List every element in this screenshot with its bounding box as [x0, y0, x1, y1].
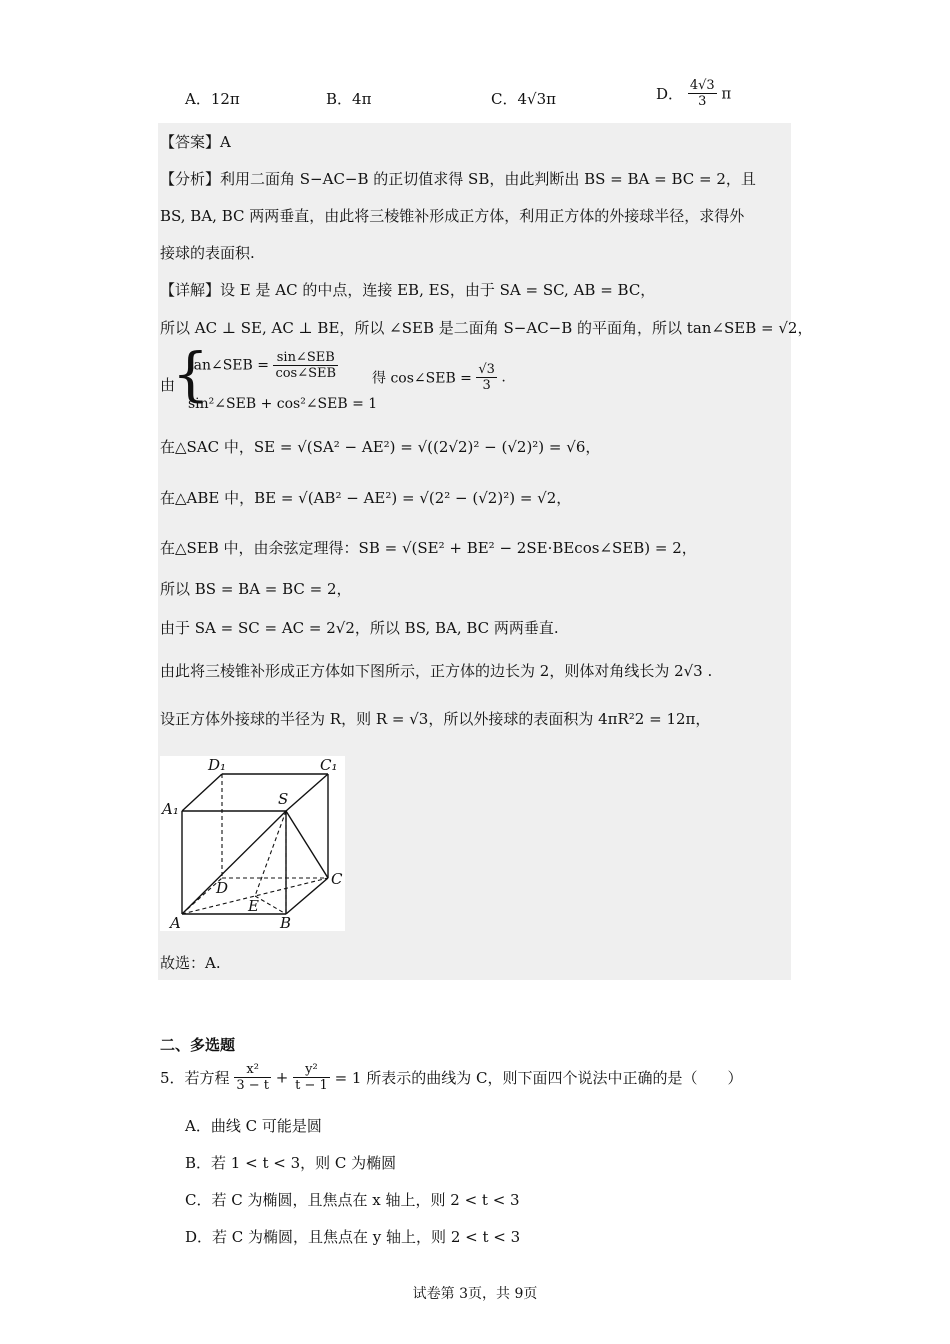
label-b: B: [280, 914, 292, 931]
analysis-line-2: BS, BA, BC 两两垂直，由此将三棱锥补形成正方体，利用正方体的外接球半径，求得外: [160, 207, 745, 225]
q5-plus: +: [275, 1068, 289, 1087]
label-d: D: [216, 879, 229, 897]
cube-diagram: [160, 756, 345, 931]
system-brace: {: [172, 340, 209, 408]
choose-line: 故选：A.: [160, 954, 221, 972]
system-row-1-denominator: cos∠SEB: [275, 366, 337, 381]
q5-option-b: B．若 1 < t < 3，则 C 为椭圆: [185, 1154, 397, 1172]
label-c1: C₁: [320, 756, 338, 774]
q5-fraction-y-denominator: t − 1: [295, 1078, 328, 1093]
q5-option-a: A．曲线 C 可能是圆: [185, 1117, 322, 1135]
option-d-label: D．: [656, 85, 684, 103]
system-result-denominator: 3: [482, 378, 491, 393]
analysis-line-1: 【分析】利用二面角 S−AC−B 的正切值求得 SB，由此判断出 BS = BA = BC = 2，且: [160, 170, 756, 188]
system-row-1-lhs: tan∠SEB =: [188, 357, 269, 374]
system-result: [372, 362, 506, 393]
option-d-numerator: 4√3: [689, 78, 715, 93]
system-result-fraction: [476, 362, 497, 393]
q5-fraction-y: [293, 1062, 330, 1093]
detail-line-2: 所以 AC ⊥ SE, AC ⊥ BE，所以 ∠SEB 是二面角 S−AC−B 的平面角，所以 tan∠SEB = √2，: [160, 319, 813, 337]
q5-fraction-y-numerator: y²: [293, 1062, 330, 1078]
detail-line-seb: 在△SEB 中，由余弦定理得：SB = √(SE² + BE² − 2SE·BEcos∠SEB) = 2，: [160, 539, 697, 557]
option-d: [656, 78, 731, 109]
system-result-numerator: √3: [478, 362, 495, 377]
option-d-fraction: [688, 78, 717, 109]
system-row-1-fraction: [273, 350, 338, 381]
page-footer: 试卷第 3页，共 9页: [412, 1286, 538, 1302]
detail-line-abe: 在△ABE 中，BE = √(AB² − AE²) = √(2² − (√2)²) = √2，: [160, 489, 572, 507]
q5-tail: = 1 所表示的曲线为 C，则下面四个说法中正确的是（ ）: [334, 1069, 743, 1087]
question-5: [160, 1062, 742, 1093]
q5-fraction-x-numerator: x²: [234, 1062, 271, 1078]
system-row-1: [188, 350, 338, 381]
label-a: A: [170, 914, 181, 931]
answer-line: 【答案】A: [160, 133, 231, 151]
cube-figure: [160, 756, 345, 931]
option-b: B．4π: [326, 90, 372, 108]
q5-fraction-x: [234, 1062, 271, 1093]
system-row-1-numerator: sin∠SEB: [273, 350, 338, 366]
option-c: C．4√3π: [491, 90, 556, 108]
option-d-tail: π: [721, 84, 732, 103]
system-result-prefix: 得 cos∠SEB =: [372, 370, 472, 387]
q5-prefix: 5．若方程: [160, 1069, 230, 1087]
q5-option-c: C．若 C 为椭圆，且焦点在 x 轴上，则 2 < t < 3: [185, 1191, 520, 1209]
q5-fraction-x-denominator: 3 − t: [236, 1078, 269, 1093]
q5-option-d: D．若 C 为椭圆，且焦点在 y 轴上，则 2 < t < 3: [185, 1228, 521, 1246]
label-s: S: [278, 790, 289, 808]
detail-line-sphere: 设正方体外接球的半径为 R，则 R = √3，所以外接球的表面积为 4πR²2 = 12π，: [160, 710, 711, 728]
system-result-tail: .: [501, 369, 506, 386]
detail-line-sac: 在△SAC 中，SE = √(SA² − AE²) = √((2√2)² − (√2)²) = √6，: [160, 438, 601, 456]
label-e: E: [248, 897, 259, 915]
label-d1: D₁: [208, 756, 227, 774]
system-row-2: sin²∠SEB + cos²∠SEB = 1: [188, 396, 378, 412]
section-heading: 二、多选题: [160, 1036, 236, 1054]
detail-line-perp: 由于 SA = SC = AC = 2√2，所以 BS, BA, BC 两两垂直.: [160, 619, 559, 637]
option-d-denominator: 3: [698, 94, 707, 109]
analysis-line-3: 接球的表面积.: [160, 244, 255, 262]
option-a: A．12π: [185, 90, 240, 108]
detail-line-bs: 所以 BS = BA = BC = 2，: [160, 580, 352, 598]
detail-line-1: 【详解】设 E 是 AC 的中点，连接 EB, ES，由于 SA = SC, AB = BC，: [160, 281, 656, 299]
label-c: C: [331, 870, 343, 888]
system-prefix: 由: [160, 376, 176, 394]
label-a1: A₁: [162, 800, 179, 818]
detail-line-cube: 由此将三棱锥补形成正方体如下图所示，正方体的边长为 2，则体对角线长为 2√3 .: [160, 662, 713, 680]
